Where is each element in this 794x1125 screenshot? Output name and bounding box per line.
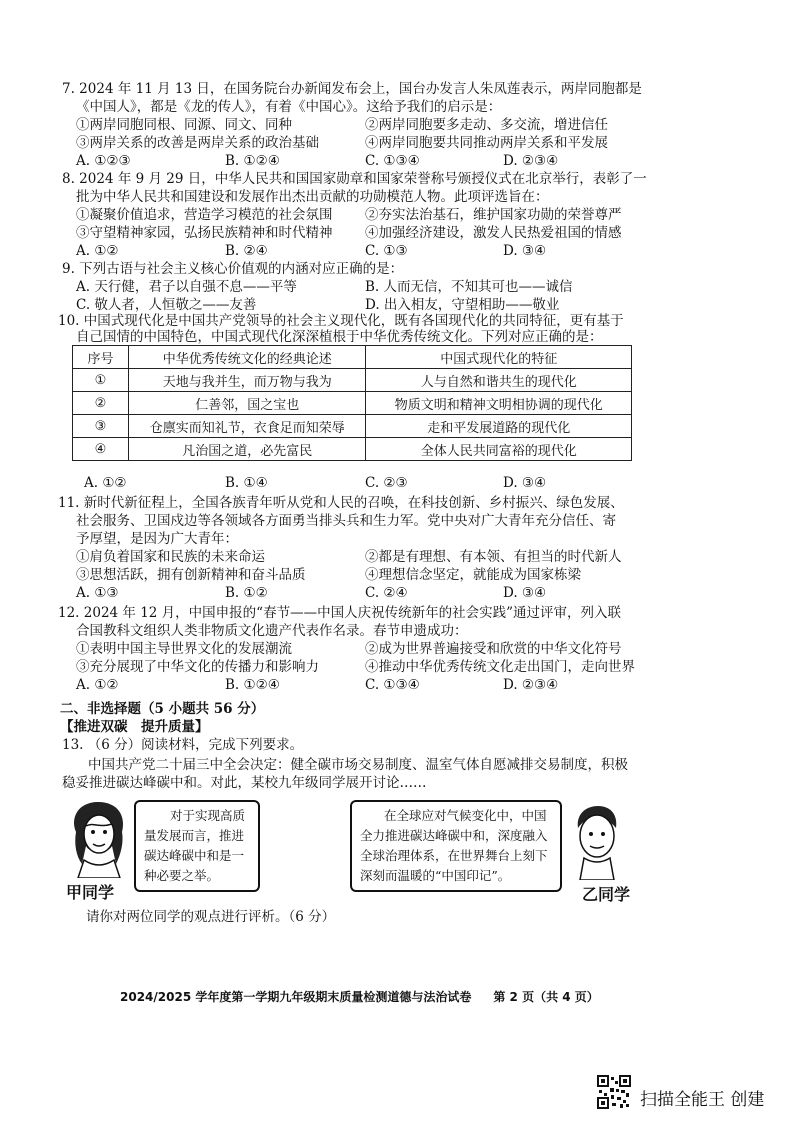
table-cell: ①	[73, 369, 129, 392]
q12-statement-1: ①表明中国主导世界文化的发展潮流	[76, 641, 292, 657]
bubble-b-line: 全力推进碳达峰碳中和，深度融入	[360, 828, 548, 843]
q12-option-c: C. ①③④	[365, 677, 420, 693]
q7-statement-2: ②两岸同胞要多走动、多交流，增进信任	[365, 117, 608, 133]
q10-option-d: D. ③④	[503, 475, 547, 491]
q11-option-d: D. ③④	[503, 585, 547, 601]
bubble-b-line: 在全球应对气候变化中，中国	[384, 808, 547, 823]
q7-stem: 7. 2024 年 11 月 13 日，在国务院台办新闻发布会上，国台办发言人朱凤莲表示，两岸同胞都是	[62, 81, 642, 97]
q11-statement-1: ①肩负着国家和民族的未来命运	[76, 549, 265, 565]
q7-statement-1: ①两岸同胞同根、同源、同文、同种	[76, 117, 292, 133]
q8-option-b: B. ②④	[225, 243, 268, 259]
q8-option-c: C. ①③	[365, 243, 408, 259]
q10-option-b: B. ①④	[225, 475, 268, 491]
table-row	[73, 415, 632, 438]
student-a-speech-bubble	[134, 800, 260, 892]
q7-statement-3: ③两岸关系的改善是两岸关系的政治基础	[76, 135, 319, 151]
table-cell: 全体人民共同富裕的现代化	[366, 438, 632, 461]
q8-statement-4: ④加强经济建设，激发人民热爱祖国的情感	[365, 225, 622, 241]
q9-option-b: B. 人而无信，不知其可也——诚信	[365, 279, 573, 295]
q7-option-c: C. ①③④	[365, 153, 420, 169]
q11-stem-cont: 社会服务、卫国戍边等各领域各方面勇当排头兵和生力军。党中央对广大青年充分信任、寄	[76, 513, 616, 529]
q8-statement-2: ②夯实法治基石，维护国家功勋的荣誉尊严	[365, 207, 622, 223]
q8-statement-1: ①凝聚价值追求，营造学习模范的社会氛围	[76, 207, 333, 223]
q13-material: 中国共产党二十届三中全会决定：健全碳市场交易制度、温室气体自愿减排交易制度，积极	[88, 757, 628, 773]
bubble-a-line: 碳达峰碳中和是一	[144, 848, 245, 863]
table-cell: 人与自然和谐共生的现代化	[366, 369, 632, 392]
q12-statement-4: ④推动中华优秀传统文化走出国门，走向世界	[365, 659, 635, 675]
table-cell: ②	[73, 392, 129, 415]
student-b-speech-bubble	[350, 800, 562, 892]
q12-option-a: A. ①②	[76, 677, 119, 693]
q11-statement-3: ③思想活跃，拥有创新精神和奋斗品质	[76, 567, 306, 583]
q7-option-b: B. ①②④	[225, 153, 280, 169]
q9-option-c: C. 敬人者，人恒敬之——友善	[76, 297, 257, 313]
table-cell: 凡治国之道，必先富民	[128, 438, 366, 461]
table-header: 序号	[73, 346, 129, 369]
q9-stem: 9. 下列古语与社会主义核心价值观的内涵对应正确的是：	[62, 261, 404, 277]
q10-stem-cont: 自己国情的中国特色，中国式现代化深深植根于中华优秀传统文化。下列对应正确的是：	[76, 329, 603, 345]
table-cell: 物质文明和精神文明相协调的现代化	[366, 392, 632, 415]
q7-stem-cont: 《中国人》，都是《龙的传人》，有着《中国心》。这给予我们的启示是：	[76, 99, 502, 115]
table-row	[73, 392, 632, 415]
table-cell: 仁善邻，国之宝也	[128, 392, 366, 415]
q8-option-a: A. ①②	[76, 243, 119, 259]
q12-stem-cont: 合国教科文组织人类非物质文化遗产代表作名录。春节申遗成功：	[76, 623, 468, 639]
q11-stem: 11. 新时代新征程上，全国各族青年听从党和人民的召唤，在科技创新、乡村振兴、绿色发展、	[58, 495, 624, 511]
q8-stem: 8. 2024 年 9 月 29 日，中华人民共和国国家勋章和国家荣誉称号颁授仪式在北京举行，表彰了一	[62, 171, 647, 187]
bubble-a-line: 对于实现高质	[170, 808, 246, 823]
q11-stem-cont2: 予厚望，是因为广大青年：	[76, 531, 238, 547]
q11-statement-4: ④理想信念坚定，就能成为国家栋梁	[365, 567, 581, 583]
footer-page-number: 第 2 页（共 4 页）	[493, 990, 599, 1004]
table-cell: ④	[73, 438, 129, 461]
bubble-b-line: 全球治理体系，在世界舞台上刻下	[360, 848, 548, 863]
table-row	[73, 369, 632, 392]
q12-option-d: D. ②③④	[503, 677, 559, 693]
section-topic: 【推进双碳 提升质量】	[60, 719, 209, 735]
section-title: 二、非选择题（5 小题共 56 分）	[60, 701, 265, 717]
table-row	[73, 438, 632, 461]
q7-option-d: D. ②③④	[503, 153, 559, 169]
q12-statement-3: ③充分展现了中华文化的传播力和影响力	[76, 659, 319, 675]
table-header: 中华优秀传统文化的经典论述	[128, 346, 366, 369]
q11-option-c: C. ②④	[365, 585, 408, 601]
table-cell: 天地与我并生，而万物与我为	[128, 369, 366, 392]
page-footer	[120, 988, 599, 1005]
q7-statement-4: ④两岸同胞要共同推动两岸关系和平发展	[365, 135, 608, 151]
q9-option-a: A. 天行健，君子以自强不息——平等	[76, 279, 297, 295]
bubble-b-line: 深刻而温暖的“中国印记”。	[360, 868, 511, 883]
q8-option-d: D. ③④	[503, 243, 547, 259]
q8-statement-3: ③守望精神家园，弘扬民族精神和时代精神	[76, 225, 333, 241]
student-b-label: 乙同学	[582, 885, 631, 904]
q10-table	[72, 345, 632, 461]
q10-option-c: C. ②③	[365, 475, 408, 491]
q11-statement-2: ②都是有理想、有本领、有担当的时代新人	[365, 549, 622, 565]
bubble-a-line: 量发展而言，推进	[144, 828, 245, 843]
q11-option-a: A. ①③	[76, 585, 119, 601]
q10-stem: 10. 中国式现代化是中国共产党领导的社会主义现代化，既有各国现代化的共同特征，更有基于	[58, 313, 624, 329]
q13-task: 请你对两位同学的观点进行评析。（6 分）	[86, 909, 336, 925]
q13-stem: 13. （6 分）阅读材料，完成下列要求。	[62, 737, 304, 753]
table-cell: ③	[73, 415, 129, 438]
bubble-a-line: 种必要之举。	[144, 868, 220, 883]
student-a-label: 甲同学	[66, 883, 115, 902]
q12-option-b: B. ①②④	[225, 677, 280, 693]
q8-stem-cont: 批为中华人民共和国建设和发展作出杰出贡献的功勋模范人物。此项评选旨在：	[76, 189, 549, 205]
student-a-cartoon-icon	[64, 798, 134, 878]
q13-material-cont: 稳妥推进碳达峰碳中和。对此，某校九年级同学展开讨论……	[62, 775, 427, 791]
footer-title: 2024/2025 学年度第一学期九年级期末质量检测道德与法治试卷	[120, 990, 472, 1004]
q10-option-a: A. ①②	[84, 475, 127, 491]
scanner-watermark: 扫描全能王 创建	[640, 1090, 765, 1110]
q12-statement-2: ②成为世界普遍接受和欣赏的中华文化符号	[365, 641, 622, 657]
table-header-row	[73, 346, 632, 369]
q12-stem: 12. 2024 年 12 月，中国申报的“春节——中国人庆祝传统新年的社会实践”通过评审，列入联	[58, 605, 621, 621]
table-cell: 仓廪实而知礼节，衣食足而知荣辱	[128, 415, 366, 438]
table-header: 中国式现代化的特征	[366, 346, 632, 369]
table-cell: 走和平发展道路的现代化	[366, 415, 632, 438]
qr-code-icon	[597, 1075, 631, 1109]
q9-option-d: D. 出入相友，守望相助——敬业	[365, 297, 560, 313]
q11-option-b: B. ①②	[225, 585, 268, 601]
student-b-cartoon-icon	[570, 804, 622, 880]
q7-option-a: A. ①②③	[76, 153, 131, 169]
